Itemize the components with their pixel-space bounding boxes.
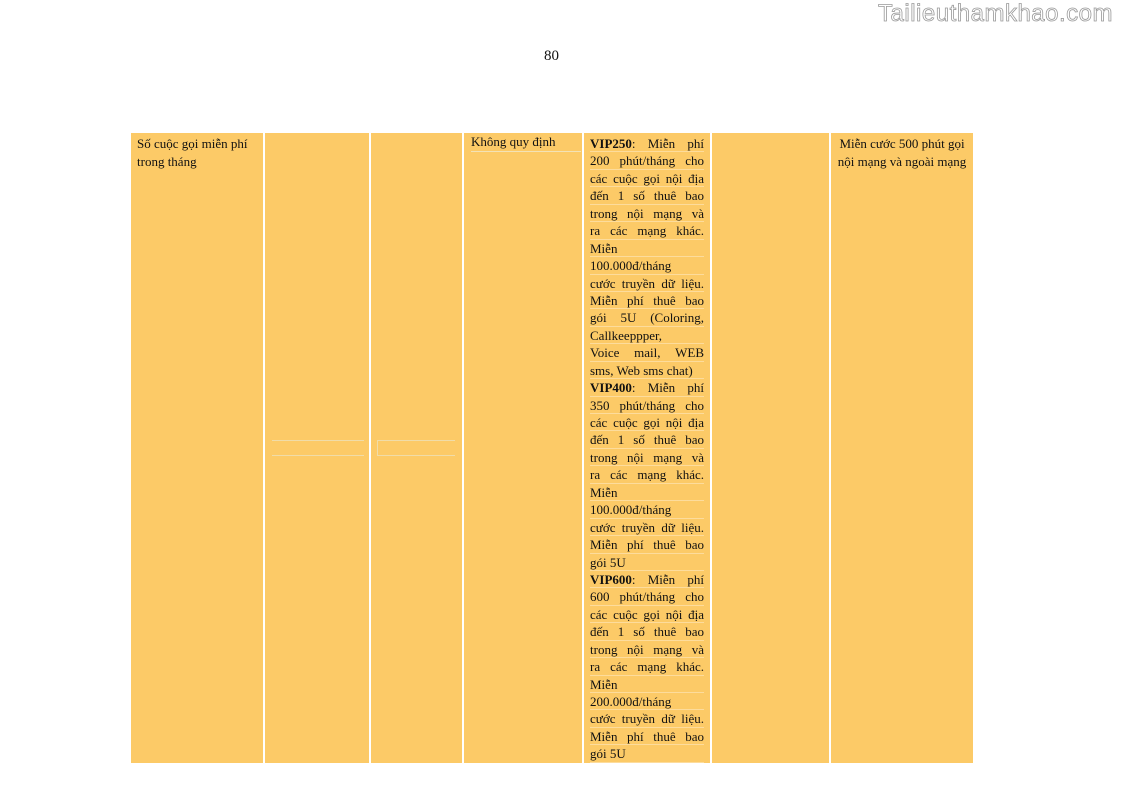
no-rule-text: Không quy định <box>471 133 581 152</box>
vip-text-line <box>590 571 704 588</box>
vip-package-name: VIP600 <box>590 571 632 587</box>
vip-text-line: 200.000đ/tháng <box>590 693 704 710</box>
vip-text-line: đến 1 số thuê bao <box>590 188 704 204</box>
vip-text-line: gói 5U <box>590 745 704 762</box>
vip-text-line: sms, Web sms chat) <box>590 362 704 379</box>
vip-package-rest: : Miễn phí <box>631 571 704 587</box>
table-cell-empty-3 <box>371 133 462 763</box>
vip-text-line: Miễn <box>590 240 704 257</box>
vip-text-line: Miễn phí thuê bao <box>590 292 704 308</box>
vip-package-name: VIP250 <box>590 136 632 151</box>
vip-text-line: ra các mạng khác. <box>590 659 704 675</box>
vip-text-line: Miễn phí thuê bao <box>590 728 704 744</box>
vip-text-line: cước truyền dữ liệu. <box>590 275 704 291</box>
vip-text-line: đến 1 số thuê bao <box>590 624 704 640</box>
vip-text-line: trong nội mạng và <box>590 205 704 221</box>
vip-text-line: Miễn <box>590 676 704 693</box>
cell-line-fragment <box>272 440 364 456</box>
vip-text-line: Miễn phí thuê bao <box>590 537 704 553</box>
table-cell-free-minutes <box>831 133 973 763</box>
vip-text-line: 100.000đ/tháng <box>590 501 704 518</box>
watermark: Tailieuthamkhao.com <box>878 0 1113 27</box>
vip-text-line: gói 5U <box>590 554 704 571</box>
vip-text-line: cước truyền dữ liệu. <box>590 711 704 727</box>
cell-line-fragment <box>377 440 455 456</box>
vip-text-line: đến 1 số thuê bao <box>590 432 704 448</box>
vip-text-line: Voice mail, WEB <box>590 345 704 361</box>
vip-package-rest: : Miễn phí <box>631 136 704 151</box>
free-minutes-text: Miễn cước 500 phút gọi nội mạng và ngoài mạng <box>837 136 967 169</box>
vip-text-line <box>590 135 704 152</box>
page-number: 80 <box>544 48 559 64</box>
vip-text-line: cước truyền dữ liệu. <box>590 519 704 535</box>
vip-text-line: Callkeeppper, <box>590 327 704 344</box>
table-cell-empty-2 <box>265 133 369 763</box>
criterion-label: Số cuộc gọi miễn phí trong tháng <box>137 136 248 169</box>
vip-text-line: 200 phút/tháng cho <box>590 153 704 169</box>
vip-text-line: 350 phút/tháng cho <box>590 397 704 413</box>
vip-text-line: 600 phút/tháng cho <box>590 589 704 605</box>
vip-package-rest: : Miễn phí <box>631 380 704 396</box>
table-cell-no-rule <box>464 133 582 763</box>
vip-text-line: các cuộc gọi nội địa <box>590 170 704 186</box>
vip-text-line: trong nội mạng và <box>590 449 704 465</box>
table-cell-vip-packages <box>584 133 710 763</box>
vip-text-line: các cuộc gọi nội địa <box>590 415 704 430</box>
vip-text-line: trong nội mạng và <box>590 641 704 657</box>
vip-text-line: Miễn <box>590 484 704 501</box>
vip-text-line: ra các mạng khác. <box>590 467 704 483</box>
table-cell-empty-6 <box>712 133 829 763</box>
vip-packages-text <box>590 135 704 763</box>
vip-text-line: 100.000đ/tháng <box>590 257 704 274</box>
vip-text-line: các cuộc gọi nội địa <box>590 606 704 622</box>
vip-text-line: ra các mạng khác. <box>590 223 704 239</box>
vip-text-line <box>590 379 704 396</box>
vip-package-name: VIP400 <box>590 380 632 396</box>
vip-text-line: gói 5U (Coloring, <box>590 310 704 326</box>
table-cell-criterion <box>131 133 263 763</box>
